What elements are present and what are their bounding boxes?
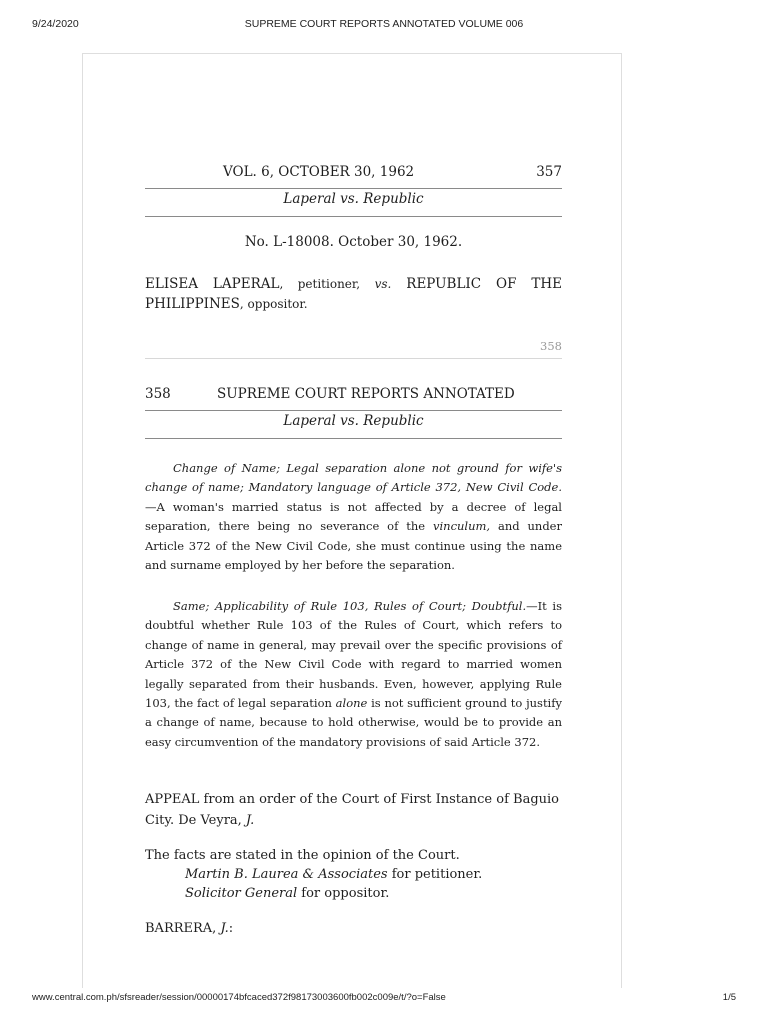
appeal-lead: APPEAL	[145, 792, 200, 807]
syllabus-heading: Same; Applicability of Rule 103, Rules of Court; Doubtful.	[173, 599, 527, 613]
syllabus-emphasis: alone	[335, 696, 368, 711]
appeal-text: from an order of the Court of First Instance of Baguio City. De Veyra,	[145, 792, 559, 828]
running-head-title: VOL. 6, OCTOBER 30, 1962	[223, 164, 415, 180]
opinion-author	[145, 919, 562, 940]
print-url: www.central.com.ph/sfsreader/session/00000174bfcaced372f98173003600fb002c009e/t/?o=False	[32, 992, 446, 1003]
print-document-title: SUPREME COURT REPORTS ANNOTATED VOLUME 006	[244, 18, 524, 30]
counsel-role: for oppositor.	[297, 886, 390, 901]
facts-line: The facts are stated in the opinion of the Court.	[145, 848, 460, 863]
page-number: 357	[536, 164, 562, 180]
case-short-title: Laperal vs. Republic	[283, 413, 424, 429]
author-title: J.	[220, 921, 229, 936]
case-parties	[145, 274, 562, 314]
syllabus-text: is not sufficient ground to justify a change of name, because to hold otherwise, would be to provide an easy circumvention of the mandatory provisions of said Article 372.	[145, 696, 562, 749]
counsel-line	[145, 865, 562, 886]
respondent-name: REPUBLIC OF THE PHILIPPINES	[145, 276, 563, 312]
author-suffix: :	[228, 921, 234, 936]
appeal-statement	[145, 790, 562, 831]
syllabus-emphasis: vinculum,	[433, 519, 491, 534]
running-head-357	[145, 164, 562, 184]
petitioner-name: ELISEA LAPERAL	[145, 276, 280, 292]
syllabus-paragraph	[145, 597, 562, 752]
appeal-judge: J.	[245, 812, 255, 828]
print-page-count: 1/5	[722, 992, 736, 1003]
syllabus-heading: Change of Name; Legal separation alone not ground for wife's change of name; Mandatory language of Article 372, New Civil Code.	[145, 461, 562, 495]
print-date: 9/24/2020	[32, 18, 79, 30]
respondent-role: , oppositor.	[239, 297, 308, 311]
syllabus-text: —It is doubtful whether Rule 103 of the Rules of Court, which refers to change of name in general, may prevail over the specific provisions of Article 372 of the New Civil Code with regard to married women legally separated from their husbands. Even, however, applying Rule 103, the fact of legal separation	[145, 599, 562, 711]
syllabus-text: —A woman's married status is not affected by a decree of legal separation, there being no severance of the	[145, 499, 562, 534]
header-rule	[145, 188, 562, 189]
document-page	[82, 53, 622, 988]
page-break-rule	[145, 358, 562, 359]
syllabus-text: and under Article 372 of the New Civil Code, she must continue using the name and surname employed by her before the separation.	[145, 519, 562, 573]
running-head-358	[145, 386, 562, 406]
header-rule	[145, 438, 562, 439]
counsel-role: for petitioner.	[387, 867, 483, 882]
print-header	[0, 18, 768, 32]
case-number: No. L-18008. October 30, 1962.	[244, 234, 463, 250]
running-head-title: SUPREME COURT REPORTS ANNOTATED	[217, 386, 515, 402]
counsel-name: Martin B. Laurea & Associates	[185, 867, 388, 882]
header-rule	[145, 216, 562, 217]
page-break-marker: 358	[540, 339, 562, 353]
author-name: BARRERA,	[145, 921, 221, 936]
header-rule	[145, 410, 562, 411]
counsel-name: Solicitor General	[185, 886, 298, 901]
print-footer	[0, 992, 768, 1006]
syllabus-paragraph	[145, 459, 562, 575]
case-short-title: Laperal vs. Republic	[283, 191, 424, 207]
page-number: 358	[145, 386, 171, 402]
versus: vs.	[374, 277, 392, 291]
petitioner-role: , petitioner,	[279, 277, 375, 291]
counsel-line	[145, 884, 562, 905]
